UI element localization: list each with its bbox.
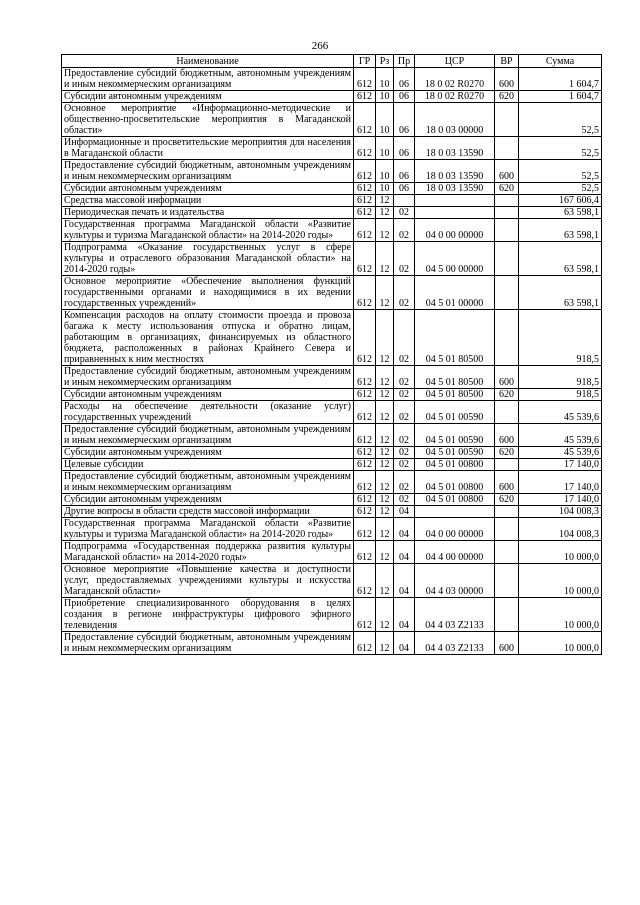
row-name-cell: Предоставление субсидий бюджетным, автономным учреждениям и иным некоммерческим организациям (62, 471, 354, 494)
row-pr-cell: 04 (394, 518, 415, 541)
row-pr-cell: 02 (394, 471, 415, 494)
table-row (62, 447, 602, 459)
row-gr-cell: 612 (354, 276, 376, 310)
row-rz-cell: 12 (376, 471, 394, 494)
row-sum-cell: 52,5 (519, 137, 602, 160)
row-gr-cell: 612 (354, 632, 376, 655)
row-name-cell: Подпрограмма «Оказание государственных услуг в сфере культуры и отраслевого образования Магаданской области» на 2014-2020 годы» (62, 242, 354, 276)
row-pr-cell: 02 (394, 424, 415, 447)
table-row (62, 389, 602, 401)
row-csr-cell: 18 0 02 R0270 (415, 68, 495, 91)
row-vr-cell (495, 459, 519, 471)
row-csr-cell: 04 5 01 00800 (415, 471, 495, 494)
table-row (62, 632, 602, 655)
row-pr-cell: 04 (394, 632, 415, 655)
row-rz-cell: 10 (376, 183, 394, 195)
row-sum-cell: 17 140,0 (519, 471, 602, 494)
row-vr-cell (495, 103, 519, 137)
table-row (62, 207, 602, 219)
table-row (62, 471, 602, 494)
row-name-cell: Предоставление субсидий бюджетным, автономным учреждениям и иным некоммерческим организациям (62, 160, 354, 183)
row-vr-cell: 600 (495, 424, 519, 447)
table-row (62, 401, 602, 424)
row-gr-cell: 612 (354, 494, 376, 506)
row-sum-cell: 104 008,3 (519, 506, 602, 518)
row-name-cell: Государственная программа Магаданской области «Развитие культуры и туризма Магаданской области» на 2014-2020 годы» (62, 219, 354, 242)
table-header (62, 55, 602, 68)
row-pr-cell: 04 (394, 564, 415, 598)
row-rz-cell: 12 (376, 389, 394, 401)
row-sum-cell: 104 008,3 (519, 518, 602, 541)
row-rz-cell: 12 (376, 366, 394, 389)
row-sum-cell: 17 140,0 (519, 459, 602, 471)
table-row (62, 424, 602, 447)
table-row (62, 494, 602, 506)
row-sum-cell: 1 604,7 (519, 91, 602, 103)
row-rz-cell: 10 (376, 68, 394, 91)
table-row (62, 68, 602, 91)
row-csr-cell: 04 5 01 80500 (415, 310, 495, 366)
row-sum-cell: 167 606,4 (519, 195, 602, 207)
table-row (62, 160, 602, 183)
budget-table (61, 54, 602, 655)
row-name-cell: Подпрограмма «Государственная поддержка развития культуры Магаданской области» на 2014-2020 годы» (62, 541, 354, 564)
row-vr-cell (495, 401, 519, 424)
row-name-cell: Приобретение специализированного оборудования в целях создания в регионе инфраструктуры цифрового эфирного телевидения (62, 598, 354, 632)
row-pr-cell: 04 (394, 598, 415, 632)
row-rz-cell: 10 (376, 137, 394, 160)
row-pr-cell: 02 (394, 447, 415, 459)
row-csr-cell: 04 4 00 00000 (415, 541, 495, 564)
row-pr-cell: 02 (394, 276, 415, 310)
table-row (62, 195, 602, 207)
row-name-cell: Другие вопросы в области средств массовой информации (62, 506, 354, 518)
row-name-cell: Субсидии автономным учреждениям (62, 389, 354, 401)
row-vr-cell: 620 (495, 91, 519, 103)
row-gr-cell: 612 (354, 598, 376, 632)
row-sum-cell: 918,5 (519, 389, 602, 401)
row-csr-cell: 04 4 03 00000 (415, 564, 495, 598)
row-pr-cell: 02 (394, 207, 415, 219)
row-csr-cell: 04 5 01 00800 (415, 459, 495, 471)
row-csr-cell: 04 0 00 00000 (415, 518, 495, 541)
row-csr-cell: 04 4 03 Z2133 (415, 632, 495, 655)
row-name-cell: Субсидии автономным учреждениям (62, 494, 354, 506)
row-csr-cell: 18 0 02 R0270 (415, 91, 495, 103)
row-vr-cell (495, 137, 519, 160)
row-rz-cell: 12 (376, 195, 394, 207)
row-rz-cell: 12 (376, 447, 394, 459)
row-sum-cell: 63 598,1 (519, 219, 602, 242)
row-gr-cell: 612 (354, 195, 376, 207)
row-sum-cell: 10 000,0 (519, 632, 602, 655)
row-pr-cell (394, 195, 415, 207)
row-rz-cell: 12 (376, 518, 394, 541)
row-rz-cell: 10 (376, 160, 394, 183)
row-vr-cell: 600 (495, 366, 519, 389)
row-vr-cell: 620 (495, 389, 519, 401)
row-rz-cell: 12 (376, 242, 394, 276)
table-row (62, 366, 602, 389)
row-sum-cell: 63 598,1 (519, 242, 602, 276)
row-gr-cell: 612 (354, 366, 376, 389)
row-rz-cell: 12 (376, 459, 394, 471)
row-rz-cell: 12 (376, 564, 394, 598)
row-pr-cell: 04 (394, 506, 415, 518)
row-gr-cell: 612 (354, 207, 376, 219)
row-pr-cell: 02 (394, 494, 415, 506)
row-gr-cell: 612 (354, 401, 376, 424)
table-row (62, 242, 602, 276)
row-csr-cell: 04 5 01 00000 (415, 276, 495, 310)
row-gr-cell: 612 (354, 219, 376, 242)
row-pr-cell: 06 (394, 137, 415, 160)
row-gr-cell: 612 (354, 242, 376, 276)
row-csr-cell: 04 5 01 00590 (415, 424, 495, 447)
table-row (62, 459, 602, 471)
row-sum-cell: 10 000,0 (519, 541, 602, 564)
table-row (62, 541, 602, 564)
column-header-name: Наименование (62, 55, 354, 68)
row-vr-cell: 620 (495, 447, 519, 459)
row-vr-cell (495, 541, 519, 564)
row-name-cell: Периодическая печать и издательства (62, 207, 354, 219)
table-row (62, 310, 602, 366)
row-gr-cell: 612 (354, 310, 376, 366)
table-row (62, 137, 602, 160)
row-pr-cell: 02 (394, 366, 415, 389)
row-gr-cell: 612 (354, 137, 376, 160)
row-csr-cell: 04 0 00 00000 (415, 219, 495, 242)
row-csr-cell: 04 5 01 80500 (415, 389, 495, 401)
row-sum-cell: 17 140,0 (519, 494, 602, 506)
row-pr-cell: 06 (394, 183, 415, 195)
row-pr-cell: 06 (394, 103, 415, 137)
row-csr-cell (415, 207, 495, 219)
row-vr-cell (495, 276, 519, 310)
row-vr-cell (495, 598, 519, 632)
row-sum-cell: 45 539,6 (519, 401, 602, 424)
row-csr-cell: 04 5 01 00590 (415, 401, 495, 424)
row-gr-cell: 612 (354, 471, 376, 494)
row-csr-cell: 18 0 03 13590 (415, 183, 495, 195)
row-name-cell: Средства массовой информации (62, 195, 354, 207)
row-rz-cell: 12 (376, 207, 394, 219)
table-row (62, 506, 602, 518)
row-rz-cell: 12 (376, 424, 394, 447)
row-sum-cell: 1 604,7 (519, 68, 602, 91)
row-pr-cell: 02 (394, 401, 415, 424)
row-rz-cell: 12 (376, 541, 394, 564)
row-sum-cell: 918,5 (519, 366, 602, 389)
row-gr-cell: 612 (354, 506, 376, 518)
row-pr-cell: 02 (394, 219, 415, 242)
table-row (62, 598, 602, 632)
column-header-vr: ВР (495, 55, 519, 68)
row-pr-cell: 06 (394, 91, 415, 103)
row-sum-cell: 10 000,0 (519, 564, 602, 598)
row-sum-cell: 45 539,6 (519, 424, 602, 447)
row-vr-cell (495, 506, 519, 518)
row-name-cell: Основное мероприятие «Повышение качества и доступности услуг, предоставляемых учреждениями культуры и искусства Магаданской области» (62, 564, 354, 598)
column-header-rz: Рз (376, 55, 394, 68)
row-csr-cell: 04 5 01 80500 (415, 366, 495, 389)
row-gr-cell: 612 (354, 91, 376, 103)
row-name-cell: Расходы на обеспечение деятельности (оказание услуг) государственных учреждений (62, 401, 354, 424)
row-vr-cell: 620 (495, 183, 519, 195)
row-rz-cell: 12 (376, 506, 394, 518)
row-rz-cell: 12 (376, 276, 394, 310)
row-vr-cell (495, 242, 519, 276)
row-vr-cell: 600 (495, 471, 519, 494)
row-pr-cell: 02 (394, 459, 415, 471)
table-row (62, 219, 602, 242)
row-vr-cell (495, 518, 519, 541)
row-csr-cell: 18 0 03 13590 (415, 137, 495, 160)
row-csr-cell: 18 0 03 00000 (415, 103, 495, 137)
row-rz-cell: 12 (376, 219, 394, 242)
header-row (62, 55, 602, 68)
row-sum-cell: 52,5 (519, 103, 602, 137)
row-vr-cell: 600 (495, 68, 519, 91)
row-pr-cell: 04 (394, 541, 415, 564)
row-pr-cell: 02 (394, 242, 415, 276)
row-name-cell: Основное мероприятие «Информационно-методические и общественно-просветительские мероприятия в Магаданской области» (62, 103, 354, 137)
table-row (62, 91, 602, 103)
row-sum-cell: 52,5 (519, 183, 602, 195)
row-pr-cell: 02 (394, 389, 415, 401)
row-name-cell: Субсидии автономным учреждениям (62, 183, 354, 195)
column-header-csr: ЦСР (415, 55, 495, 68)
row-name-cell: Информационные и просветительские мероприятия для населения в Магаданской области (62, 137, 354, 160)
row-name-cell: Субсидии автономным учреждениям (62, 91, 354, 103)
table-body (62, 68, 602, 655)
row-name-cell: Предоставление субсидий бюджетным, автономным учреждениям и иным некоммерческим организациям (62, 366, 354, 389)
row-rz-cell: 12 (376, 310, 394, 366)
row-vr-cell (495, 207, 519, 219)
row-pr-cell: 06 (394, 68, 415, 91)
row-vr-cell: 600 (495, 632, 519, 655)
table-row (62, 518, 602, 541)
row-vr-cell: 620 (495, 494, 519, 506)
row-pr-cell: 02 (394, 310, 415, 366)
row-vr-cell (495, 564, 519, 598)
row-csr-cell: 04 4 03 Z2133 (415, 598, 495, 632)
row-gr-cell: 612 (354, 564, 376, 598)
column-header-gr: ГР (354, 55, 376, 68)
row-gr-cell: 612 (354, 518, 376, 541)
row-name-cell: Субсидии автономным учреждениям (62, 447, 354, 459)
row-name-cell: Основное мероприятие «Обеспечение выполнения функций государственными органами и находящимися в их ведении государственных учреждений» (62, 276, 354, 310)
table-row (62, 564, 602, 598)
column-header-pr: Пр (394, 55, 415, 68)
row-name-cell: Предоставление субсидий бюджетным, автономным учреждениям и иным некоммерческим организациям (62, 632, 354, 655)
row-rz-cell: 10 (376, 91, 394, 103)
row-csr-cell: 04 5 01 00590 (415, 447, 495, 459)
row-gr-cell: 612 (354, 183, 376, 195)
row-name-cell: Предоставление субсидий бюджетным, автономным учреждениям и иным некоммерческим организациям (62, 424, 354, 447)
row-vr-cell (495, 195, 519, 207)
row-name-cell: Целевые субсидии (62, 459, 354, 471)
row-rz-cell: 12 (376, 401, 394, 424)
row-csr-cell: 04 5 00 00000 (415, 242, 495, 276)
row-csr-cell: 04 5 01 00800 (415, 494, 495, 506)
row-pr-cell: 06 (394, 160, 415, 183)
row-csr-cell (415, 506, 495, 518)
row-gr-cell: 612 (354, 389, 376, 401)
row-gr-cell: 612 (354, 68, 376, 91)
row-sum-cell: 52,5 (519, 160, 602, 183)
row-rz-cell: 12 (376, 494, 394, 506)
row-rz-cell: 12 (376, 632, 394, 655)
row-name-cell: Предоставление субсидий бюджетным, автономным учреждениям и иным некоммерческим организациям (62, 68, 354, 91)
table-row (62, 183, 602, 195)
row-csr-cell (415, 195, 495, 207)
row-sum-cell: 63 598,1 (519, 276, 602, 310)
row-gr-cell: 612 (354, 160, 376, 183)
row-vr-cell (495, 310, 519, 366)
row-vr-cell: 600 (495, 160, 519, 183)
row-gr-cell: 612 (354, 447, 376, 459)
row-gr-cell: 612 (354, 424, 376, 447)
row-gr-cell: 612 (354, 541, 376, 564)
row-rz-cell: 12 (376, 598, 394, 632)
row-sum-cell: 918,5 (519, 310, 602, 366)
row-csr-cell: 18 0 03 13590 (415, 160, 495, 183)
table-row (62, 276, 602, 310)
row-name-cell: Компенсация расходов на оплату стоимости проезда и провоза багажа к месту использования отпуска и обратно лицам, работающим в организациях, финансируемых из областного бюджета, расположенных в районах Крайнего Севера и приравненных к ним местностях (62, 310, 354, 366)
table-row (62, 103, 602, 137)
column-header-sum: Сумма (519, 55, 602, 68)
row-sum-cell: 45 539,6 (519, 447, 602, 459)
page-number: 266 (311, 40, 329, 52)
row-rz-cell: 10 (376, 103, 394, 137)
row-gr-cell: 612 (354, 103, 376, 137)
row-sum-cell: 10 000,0 (519, 598, 602, 632)
row-gr-cell: 612 (354, 459, 376, 471)
row-vr-cell (495, 219, 519, 242)
row-sum-cell: 63 598,1 (519, 207, 602, 219)
row-name-cell: Государственная программа Магаданской области «Развитие культуры и туризма Магаданской области» на 2014-2020 годы» (62, 518, 354, 541)
